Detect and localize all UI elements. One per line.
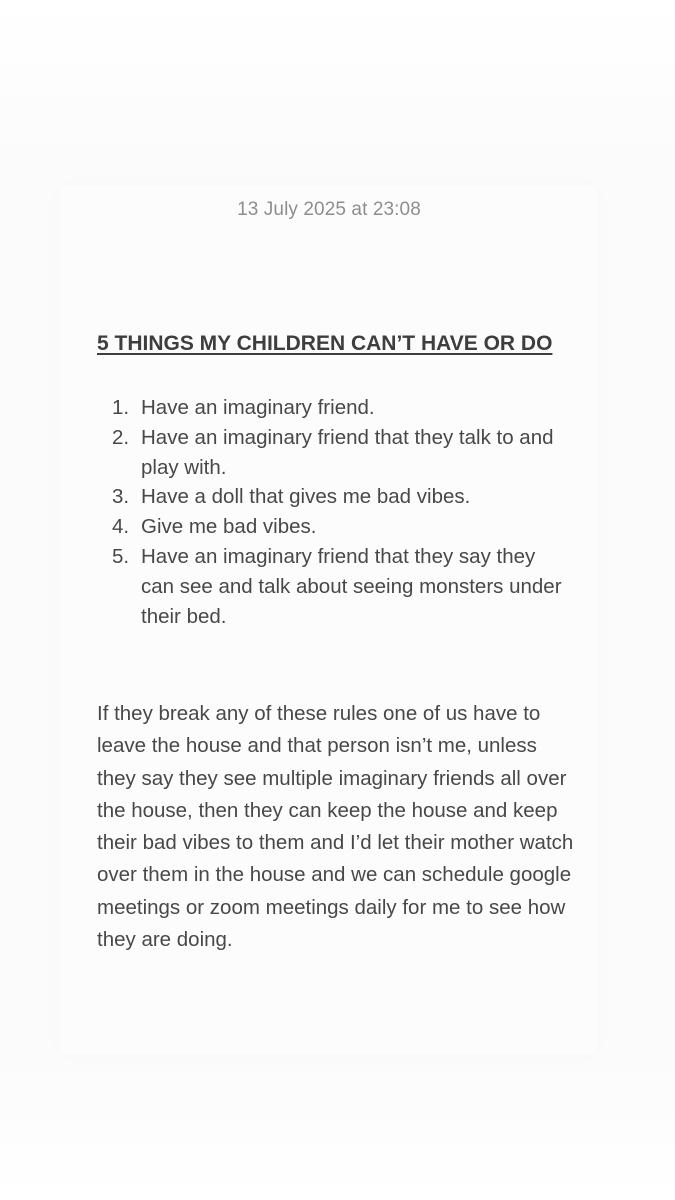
note-title[interactable]: 5 THINGS MY CHILDREN CAN’T HAVE OR DO: [97, 332, 553, 355]
list-item-number: 1.: [112, 396, 130, 419]
list-item-text: Have an imaginary friend.: [141, 396, 375, 419]
list-item-number: 4.: [112, 515, 130, 539]
list-item-number: 3.: [112, 485, 130, 509]
list-item[interactable]: [97, 393, 567, 423]
list-item[interactable]: [97, 542, 567, 631]
note-timestamp: 13 July 2025 at 23:08: [237, 199, 421, 220]
list-item-number: 5.: [112, 544, 130, 568]
list-item-text: Give me bad vibes.: [141, 515, 317, 539]
list-item-number: 2.: [112, 425, 130, 449]
list-item[interactable]: [97, 512, 567, 542]
list-item-text: Have a doll that gives me bad vibes.: [141, 485, 471, 509]
list-item[interactable]: [97, 423, 567, 483]
list-item[interactable]: [97, 482, 567, 512]
list-item-text: Have an imaginary friend that they say they can see and talk about seeing monsters under their bed.: [141, 544, 562, 628]
note-body-paragraph[interactable]: If they break any of these rules one of us have to leave the house and that person isn’t me, unless they say they see multiple imaginary friends all over the house, then they can keep the house and keep their bad vibes to them and I’d let their mother watch over them in the house and we can schedule google meetings or zoom meetings daily for me to see how they are doing.: [97, 702, 574, 952]
list-item-text: Have an imaginary friend that they talk to and play with.: [141, 425, 554, 479]
rules-list: [97, 393, 567, 631]
